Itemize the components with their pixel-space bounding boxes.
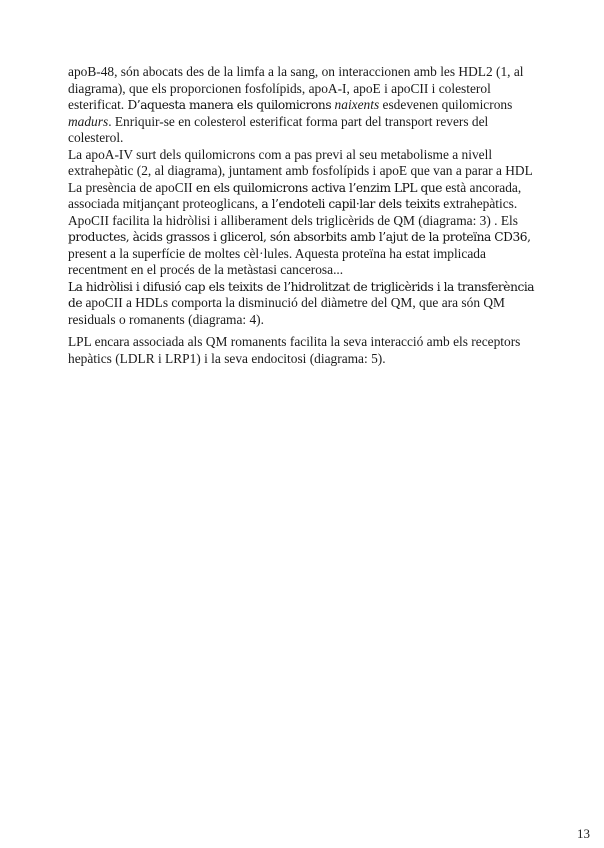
text-segment: D’aquesta manera els quilomicrons: [127, 98, 335, 112]
paragraph-hydrolysis-cd36: [68, 213, 538, 279]
text-segment-italic: madurs: [68, 113, 109, 129]
text-segment: extrahepàtics.: [439, 196, 518, 211]
text-segment: LPL encara associada als QM romanents facilita la seva interacció amb els receptors hepàtics (LDLR i LRP1) i la seva endocitosi (diagrama: 5).: [68, 334, 521, 366]
body-text: [68, 64, 538, 367]
text-segment-italic: naixents: [334, 97, 380, 112]
text-segment: apoB-48, són abocats des de la limfa a la sang, on interaccionen amb les HDL2 (1, al diagrama), que els proporcionen fosfolípids, apoA-I, apoE i apoCII i colesterol esterificat.: [68, 64, 524, 112]
paragraph-apoa-iv: [68, 147, 538, 180]
paragraph-remnants: [68, 279, 538, 329]
page-number: 13: [577, 826, 590, 841]
paragraph-hepatic-uptake: [68, 334, 538, 367]
text-segment: ApoCII facilita la hidròlisi i alliberament dels triglicèrids de QM (diagrama: 3) . Els: [68, 212, 518, 228]
text-segment: està ancorada, associada mitjançant proteoglicans,: [68, 179, 522, 211]
text-segment: esdevenen quilomicrons: [379, 97, 513, 112]
text-segment: productes, àcids grassos i glicerol, són absorbits amb l’ajut de la proteïna CD36,: [68, 230, 531, 244]
paragraph-apocii-lpl: [68, 180, 538, 213]
text-segment: present a la superfície de moltes cèl·lules. Aquesta proteïna ha estat implicada recentment en el procés de la metàstasi cancerosa...: [68, 245, 486, 277]
text-segment: La hidròlisi i difusió cap els teixits de l’hidrolitzat de triglicèrids i la transferència de: [68, 279, 535, 310]
text-segment: La presència de apoCII: [68, 179, 196, 195]
text-segment: La apoA-IV surt dels quilomicrons com a pas previ al seu metabolisme a nivell extrahepàtic (2, al diagrama), juntament amb fosfolípids i apoE que van a parar a HDL: [68, 146, 533, 178]
text-segment: en els quilomicrons activa l’enzim LPL que: [195, 180, 443, 195]
paragraph-chylomicron-maturation: [68, 64, 538, 147]
text-segment: . Enriquir-se en colesterol esterificat forma part del transport revers del colesterol.: [68, 113, 489, 145]
text-segment: apoCII a HDLs comporta la disminució del diàmetre del QM, que ara són QM residuals o romanents (diagrama: 4).: [68, 295, 505, 327]
text-segment: a l’endoteli capil·lar dels teixits: [261, 197, 440, 211]
